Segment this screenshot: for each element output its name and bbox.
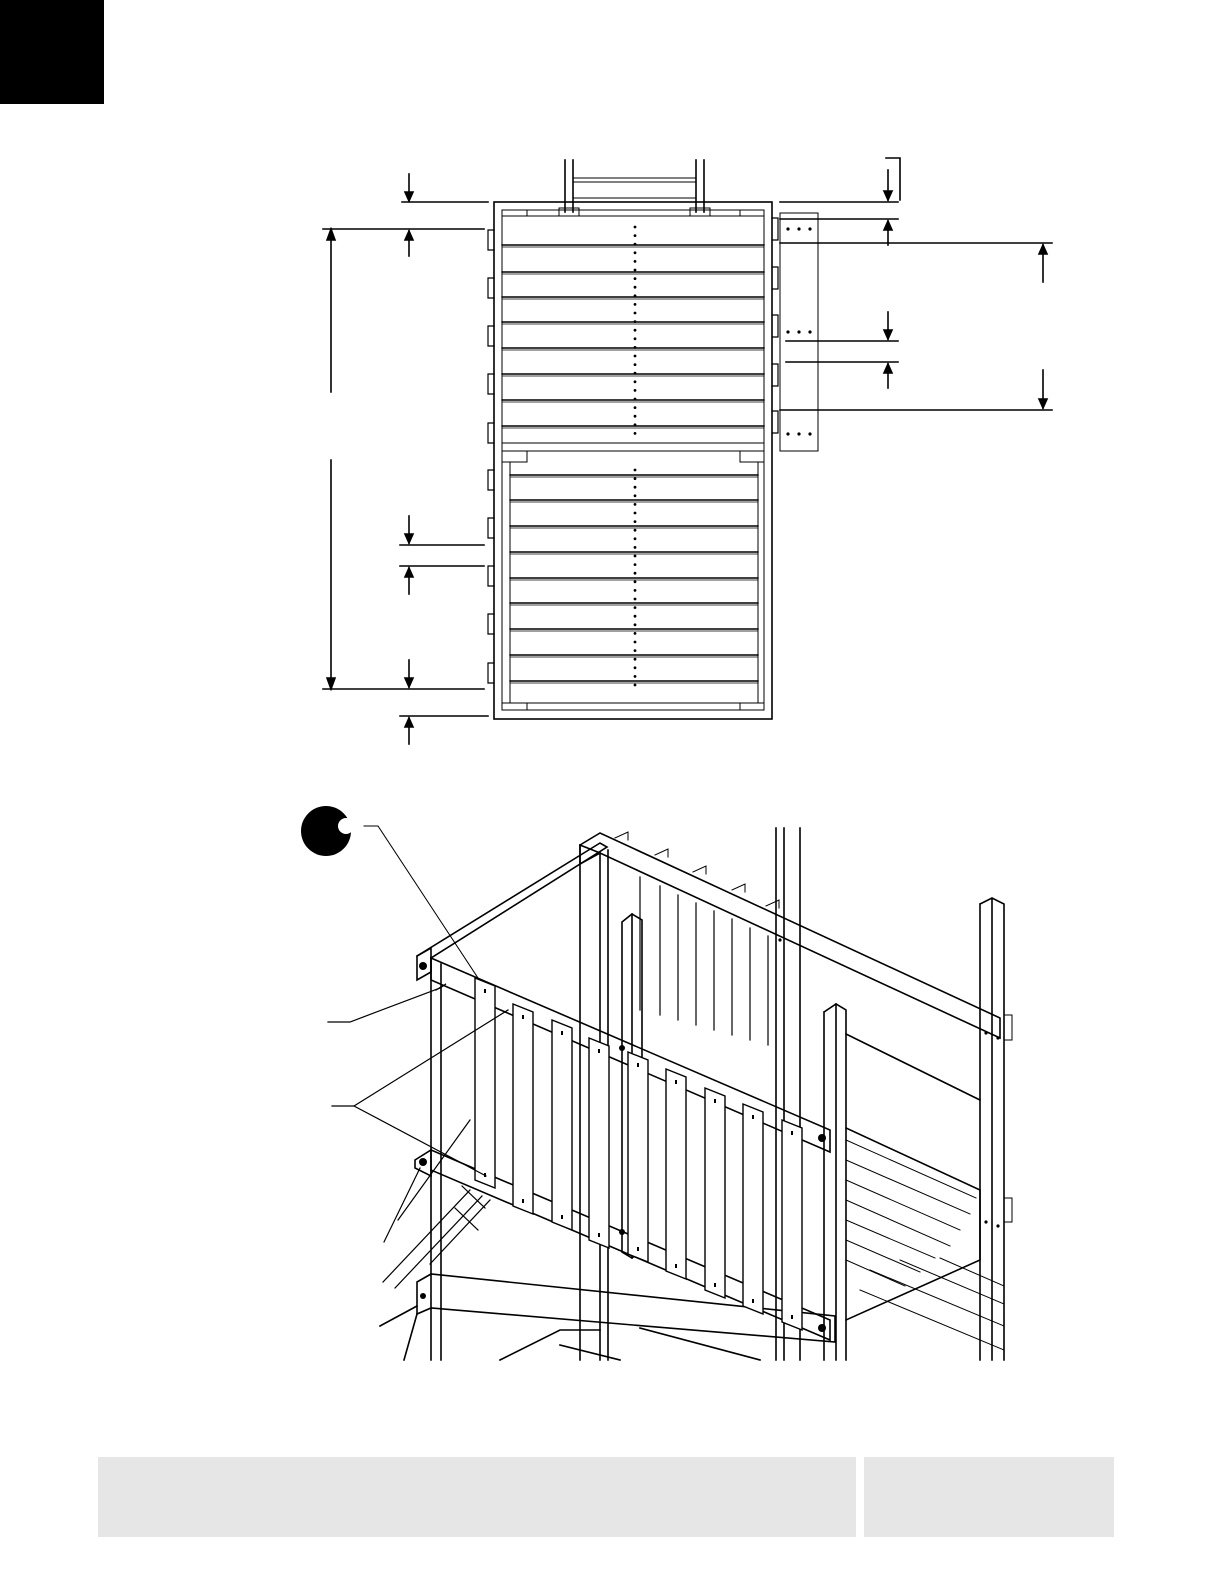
footer-panel-right [864,1457,1114,1537]
footer-panel-left [98,1457,856,1537]
isometric-railing-view [301,806,1012,1360]
top-view-deck-plan [323,158,1052,744]
